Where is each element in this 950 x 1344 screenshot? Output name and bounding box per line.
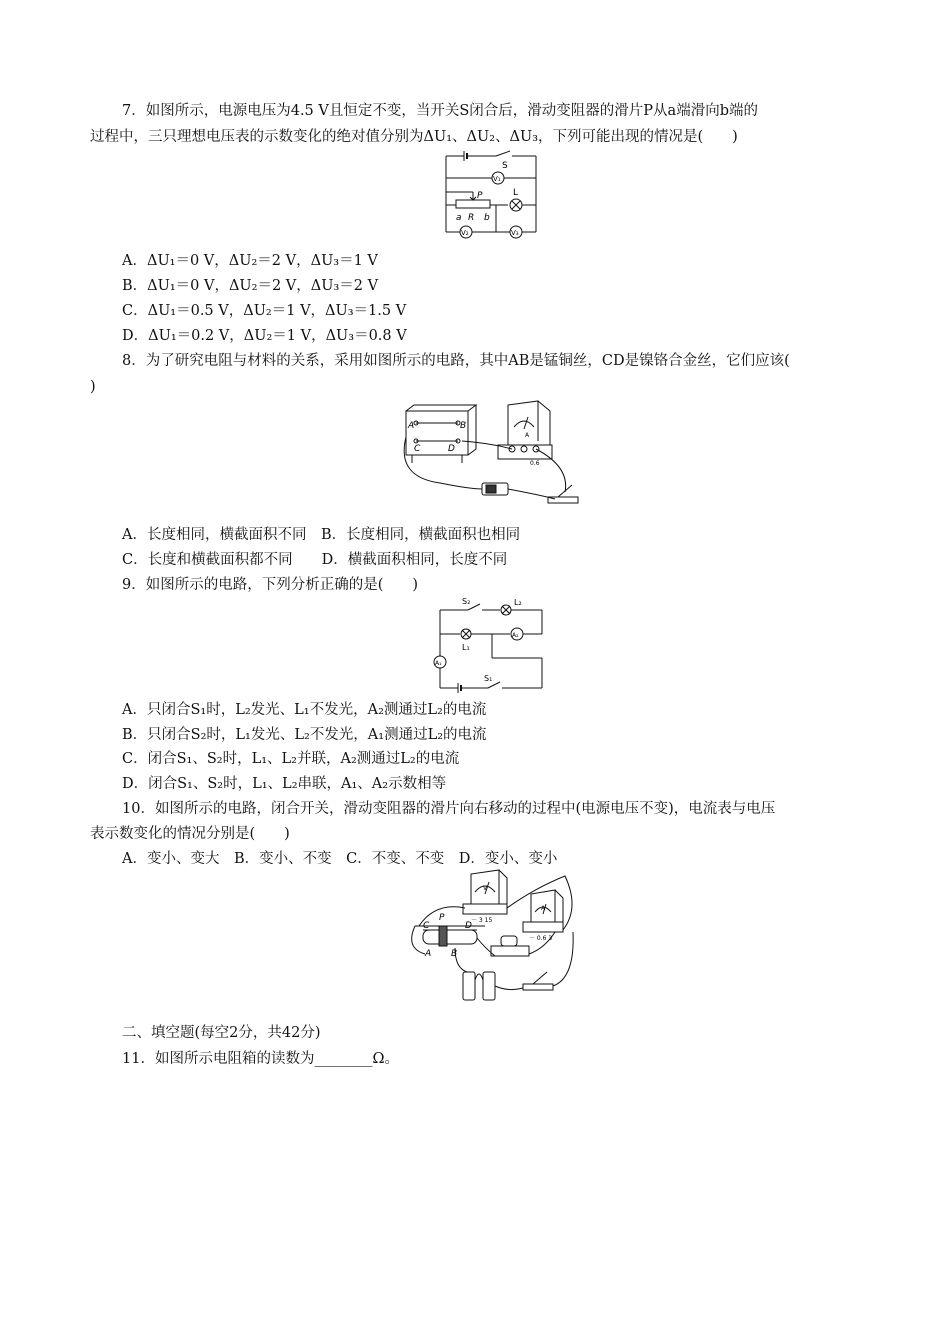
q9-label-a2: A₂	[512, 632, 519, 639]
q8-options-row2: C．长度和横截面积都不同 D．横截面积相同，长度不同	[122, 552, 508, 568]
q11-text: 11．如图所示电阻箱的读数为________Ω。	[122, 1051, 399, 1067]
q7-option-a: A．ΔU₁＝0 V，ΔU₂＝2 V，ΔU₃＝1 V	[122, 253, 378, 269]
q7-label-s: S	[502, 161, 508, 171]
q9-label-a1: A₁	[435, 660, 442, 667]
q10-ameter-letter: A	[541, 905, 546, 912]
section2-title: 二、填空题(每空2分，共42分)	[122, 1025, 321, 1041]
q10-label-b: B	[451, 949, 458, 959]
q10-line1: 10．如图所示的电路，闭合开关，滑动变阻器的滑片向右移动的过程中(电源电压不变)，电流表与电压	[122, 801, 776, 817]
q7-label-b: b	[484, 213, 490, 223]
q9-option-c: C．闭合S₁、S₂时，L₁、L₂并联，A₂测通过L₂的电流	[122, 751, 460, 767]
q8-label-b: B	[460, 421, 467, 431]
q10-circuit-figure	[405, 868, 585, 1004]
q7-label-v2: V₂	[461, 229, 469, 237]
q8-label-a: A	[408, 421, 415, 431]
q7-line1: 7．如图所示，电源电压为4.5 V且恒定不变，当开关S闭合后，滑动变阻器的滑片P从a端滑向b端的	[122, 103, 758, 119]
q10-label-a: A	[425, 949, 432, 959]
q10-label-p: P	[439, 913, 445, 923]
q8-options-row1: A．长度相同，横截面积不同 B．长度相同，横截面积也相同	[122, 527, 521, 543]
q7-option-d: D．ΔU₁＝0.2 V，ΔU₂＝1 V，ΔU₃＝0.8 V	[122, 328, 407, 344]
q7-circuit-figure	[436, 150, 546, 242]
q10-vmeter-letter: V	[483, 885, 488, 892]
q9-label-s1: S₁	[484, 674, 493, 683]
q10-label-c: C	[423, 921, 430, 931]
q8-meter-letter: A	[525, 432, 530, 439]
q8-line1: 8．为了研究电阻与材料的关系，采用如图所示的电路，其中AB是锰铜丝，CD是镍铬合金丝，它们应该(	[122, 353, 790, 369]
q10-options-row: A．变小、变大 B．变小、不变 C．不变、不变 D．变小、变小	[122, 851, 558, 867]
q9-option-a: A．只闭合S₁时，L₂发光、L₁不发光，A₂测通过L₂的电流	[122, 702, 487, 718]
q7-label-l: L	[513, 188, 519, 198]
q7-label-v1: V₁	[493, 175, 501, 183]
q10-label-d: D	[465, 921, 472, 931]
q10-line2: 表示数变化的情况分别是( )	[90, 826, 290, 842]
q7-line2: 过程中，三只理想电压表的示数变化的绝对值分别为ΔU₁、ΔU₂、ΔU₃，下列可能出现的情况是( )	[90, 129, 738, 145]
q9-line1: 9．如图所示的电路，下列分析正确的是( )	[122, 577, 419, 593]
q9-option-d: D．闭合S₁、S₂时，L₁、L₂串联，A₁、A₂示数相等	[122, 776, 447, 792]
q7-label-a: a	[456, 213, 462, 223]
q7-label-p: P	[477, 191, 483, 201]
q7-label-r: R	[468, 213, 475, 223]
q9-circuit-figure	[430, 596, 550, 694]
q7-option-c: C．ΔU₁＝0.5 V，ΔU₂＝1 V，ΔU₃＝1.5 V	[122, 303, 407, 319]
q10-ameter-scale: － 0.6 3	[529, 935, 553, 942]
q9-label-l2: L₂	[514, 598, 522, 607]
q8-label-c: C	[414, 444, 421, 454]
q7-option-b: B．ΔU₁＝0 V，ΔU₂＝2 V，ΔU₃＝2 V	[122, 278, 379, 294]
q8-label-d: D	[448, 444, 455, 454]
q9-option-b: B．只闭合S₂时，L₁发光、L₂不发光，A₁测通过L₂的电流	[122, 727, 487, 743]
q8-line2: )	[90, 379, 96, 395]
q9-label-l1: L₁	[462, 643, 470, 652]
q10-vmeter-scale: － 3 15	[471, 917, 493, 924]
q8-circuit-figure	[400, 397, 585, 517]
q7-label-v3: V₃	[511, 229, 519, 237]
q8-meter-scale: 0.6	[530, 460, 540, 467]
q9-label-s2: S₂	[462, 597, 471, 606]
